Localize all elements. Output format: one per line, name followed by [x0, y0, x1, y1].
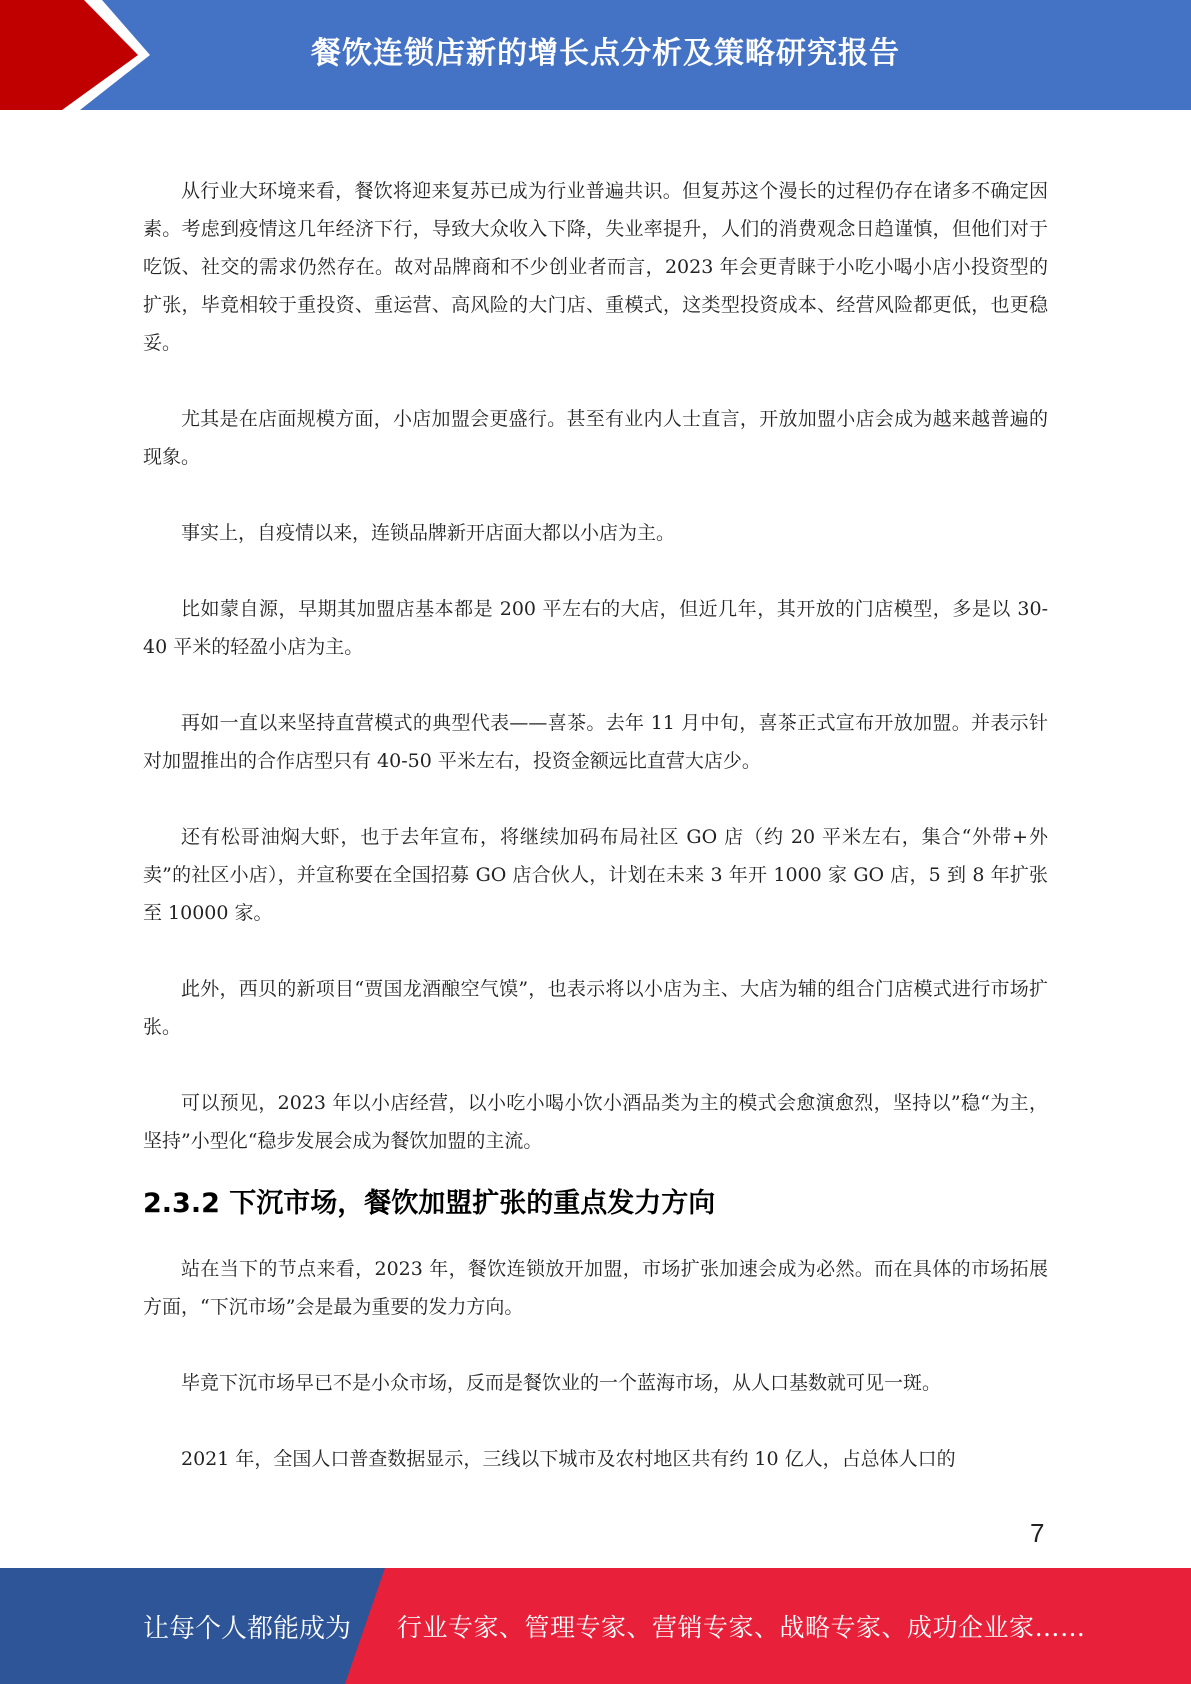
- page-header: [0, 0, 1191, 110]
- paragraph: 2021 年，全国人口普查数据显示，三线以下城市及农村地区共有约 10 亿人，占总体人口的: [181, 1448, 956, 1470]
- page-number: 7: [1030, 1518, 1045, 1548]
- paragraph: 从行业大环境来看，餐饮将迎来复苏已成为行业普遍共识。但复苏这个漫长的过程仍存在诸多不确定因素。考虑到疫情这几年经济下行，导致大众收入下降，失业率提升，人们的消费观念日趋谨慎，但他们对于吃饭、社交的需求仍然存在。故对品牌商和不少创业者而言，2023 年会更青睐于小吃小喝小店小投资型的扩张，毕竟相较于重投资、重运营、高风险的大门店、重模式，这类型投资成本、经营风险都更低，也更稳妥。: [143, 180, 1048, 354]
- footer-slogan-right: 行业专家、管理专家、营销专家、战略专家、成功企业家……: [397, 1613, 1086, 1642]
- paragraph: 还有松哥油焖大虾，也于去年宣布，将继续加码布局社区 GO 店（约 20 平米左右，集合“外带+外卖”的社区小店），并宣称要在全国招募 GO 店合伙人，计划在未来 3 年开 1000 家 GO 店，5 到 8 年扩张至 10000 家。: [143, 826, 1048, 924]
- footer-slogan-left: 让每个人都能成为: [143, 1613, 352, 1644]
- paragraph: 事实上，自疫情以来，连锁品牌新开店面大都以小店为主。: [181, 522, 676, 544]
- document-body: [143, 172, 1048, 1478]
- paragraph: 比如蒙自源，早期其加盟店基本都是 200 平左右的大店，但近几年，其开放的门店模型，多是以 30-40 平米的轻盈小店为主。: [143, 598, 1048, 658]
- page-footer: [0, 1568, 1191, 1684]
- paragraph: 可以预见，2023 年以小店经营，以小吃小喝小饮小酒品类为主的模式会愈演愈烈，坚持以”稳“为主，坚持”小型化“稳步发展会成为餐饮加盟的主流。: [143, 1092, 1048, 1152]
- paragraph: 尤其是在店面规模方面，小店加盟会更盛行。甚至有业内人士直言，开放加盟小店会成为越来越普遍的现象。: [143, 408, 1048, 468]
- paragraph: 站在当下的节点来看，2023 年，餐饮连锁放开加盟，市场扩张加速会成为必然。而在具体的市场拓展方面，“下沉市场”会是最为重要的发力方向。: [143, 1258, 1048, 1318]
- report-title: 餐饮连锁店新的增长点分析及策略研究报告: [311, 36, 900, 71]
- section-heading: 2.3.2 下沉市场，餐饮加盟扩张的重点发力方向: [143, 1188, 716, 1219]
- paragraph: 毕竟下沉市场早已不是小众市场，反而是餐饮业的一个蓝海市场，从人口基数就可见一斑。: [181, 1372, 942, 1394]
- paragraph: 此外，西贝的新项目“贾国龙酒酿空气馍”，也表示将以小店为主、大店为辅的组合门店模式进行市场扩张。: [143, 978, 1048, 1038]
- paragraph: 再如一直以来坚持直营模式的典型代表——喜茶。去年 11 月中旬，喜茶正式宣布开放加盟。并表示针对加盟推出的合作店型只有 40-50 平米左右，投资金额远比直营大店少。: [143, 712, 1048, 772]
